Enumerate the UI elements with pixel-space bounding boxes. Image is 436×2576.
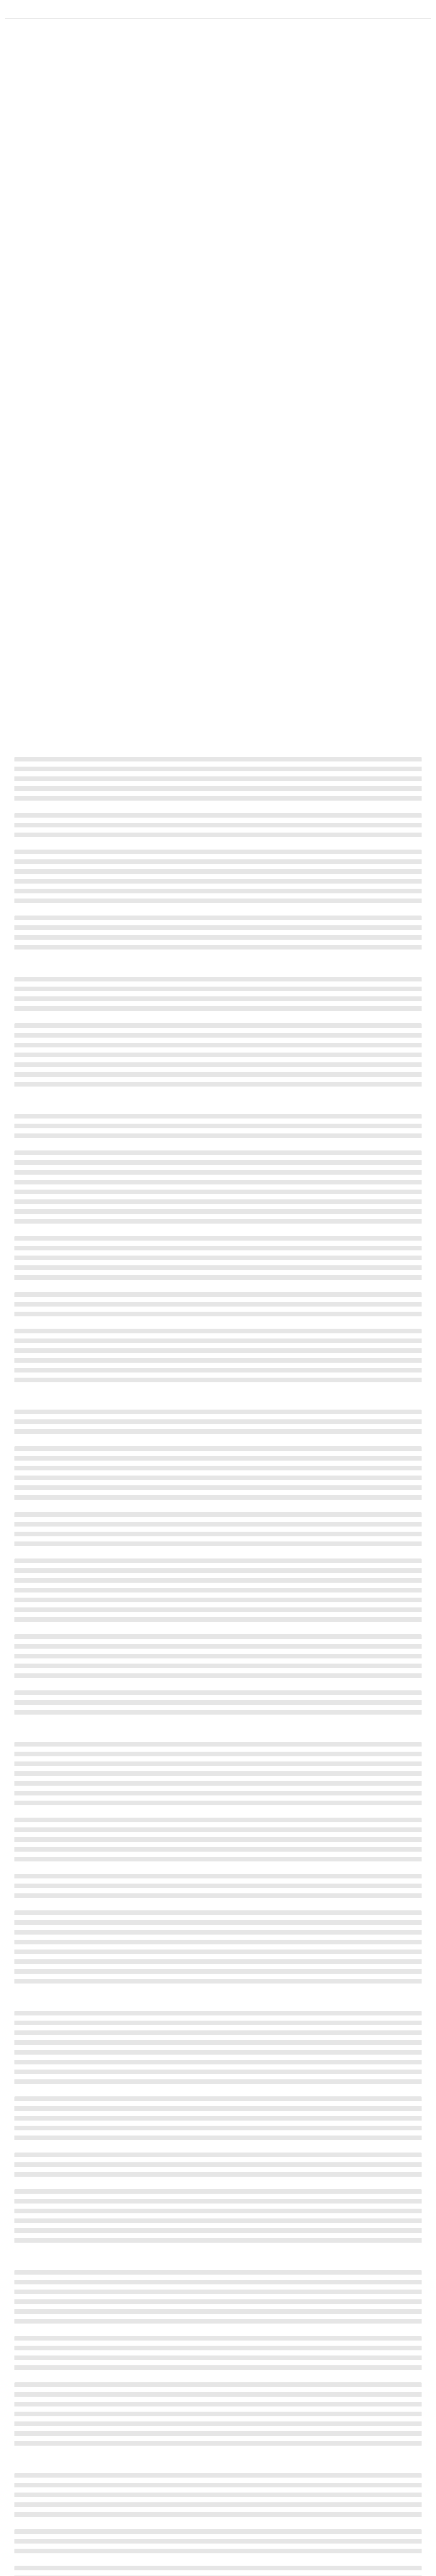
author-block [93,464,278,538]
cover-line [172,27,265,34]
paragraph-text [14,2382,422,2451]
paragraph [14,1910,422,1989]
paragraph-text [14,2529,422,2558]
document-section [14,2255,422,2451]
author-line [93,513,278,522]
paragraph [14,1558,422,1627]
section-title [22,962,125,972]
cover-line [151,52,285,59]
paragraph-text [14,2473,422,2522]
paragraph [14,813,422,842]
paragraph-text [14,813,422,842]
paragraph [14,850,422,908]
paragraph-text [14,1634,422,1683]
paragraph-text [14,1114,422,1143]
paragraph-text [14,1874,422,1903]
paragraph-text [14,977,422,1016]
paragraph [14,2336,422,2375]
paragraph [14,2382,422,2451]
paragraph-text [14,1690,422,1720]
section-heading [19,742,422,752]
paragraph-text [14,757,422,806]
section-title [22,2458,125,2468]
paragraph-text [14,1410,422,1439]
section-title [22,2255,125,2265]
author-line [93,464,278,473]
paragraph-text [14,1910,422,1989]
paragraph [14,2270,422,2329]
paragraph [14,1329,422,1387]
section-title [22,1099,125,1109]
date-line [165,716,329,725]
document-section [14,742,422,955]
paragraph [14,1023,422,1092]
section-heading [19,2255,422,2265]
paragraph [14,757,422,806]
sections [14,737,422,2576]
paragraph-text [14,2011,422,2089]
section-heading [19,1996,422,2006]
paragraph [14,1150,422,1229]
section-title [22,1395,125,1404]
paragraph [14,1818,422,1867]
paragraph [14,1446,422,1505]
paragraph-text [14,2096,422,2145]
paragraph-text [14,2189,422,2248]
document-section [14,1395,422,1720]
document-section [14,1727,422,1989]
paragraph [14,1292,422,1321]
paragraph [14,1690,422,1720]
section-heading [19,1727,422,1737]
paragraph [14,977,422,1016]
document-section [14,2458,422,2576]
section-heading [19,1395,422,1404]
paragraph-text [14,1446,422,1505]
section-heading [19,2458,422,2468]
paragraph [14,916,422,955]
document-section [14,962,422,1092]
paragraph-text [14,850,422,908]
author-line [93,488,278,498]
paragraph [14,2529,422,2558]
cover-line [182,101,254,108]
paragraph-text [14,1818,422,1867]
cover-line [177,89,259,96]
paragraph [14,2566,422,2576]
paragraph-text [14,1329,422,1387]
paragraph [14,1236,422,1285]
paragraph [14,1742,422,1810]
paragraph [14,1512,422,1551]
paragraph-text [14,2153,422,2182]
document-section [14,1099,422,1387]
paragraph-text [14,916,422,955]
paragraph [14,2096,422,2145]
section-heading [19,1099,422,1109]
cover-line [74,39,362,46]
paragraph [14,1874,422,1903]
cover-line [187,64,249,71]
cover-line [146,76,290,83]
paragraph [14,1410,422,1439]
section-heading [19,962,422,972]
paragraph-text [14,1150,422,1229]
paragraph [14,2153,422,2182]
paragraph [14,2473,422,2522]
paragraph-text [14,2566,422,2576]
paragraph-text [14,1023,422,1092]
paragraph [14,1634,422,1683]
paragraph-text [14,2336,422,2375]
paragraph-text [14,1742,422,1810]
paragraph-text [14,2270,422,2329]
section-title [22,1996,125,2006]
paragraph [14,2011,422,2089]
section-title [22,1727,125,1737]
document-section [14,1996,422,2248]
paragraph [14,1114,422,1143]
paragraph-text [14,1512,422,1551]
paragraph-text [14,1236,422,1285]
paragraph-text [14,1292,422,1321]
section-title [22,742,125,752]
paragraph-text [14,1558,422,1627]
cover-line [193,113,244,121]
document-title [5,3,431,19]
title-page-header [0,27,436,126]
paragraph [14,2189,422,2248]
